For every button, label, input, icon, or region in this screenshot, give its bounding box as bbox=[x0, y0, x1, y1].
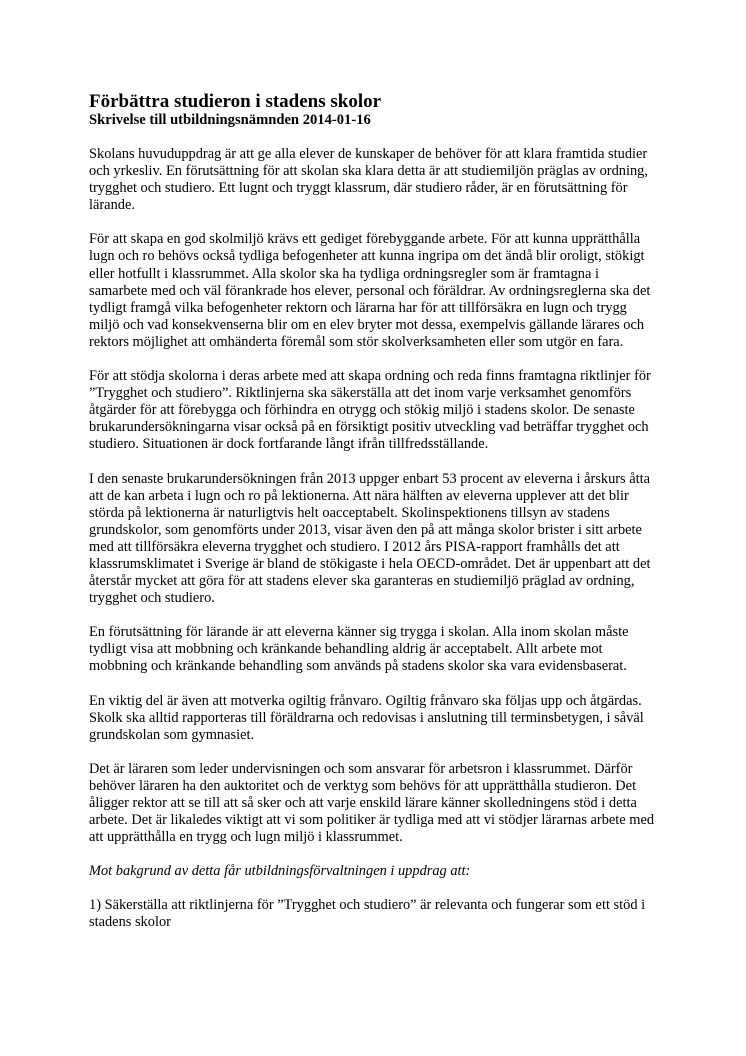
paragraph-3: För att stödja skolorna i deras arbete med att skapa ordning och reda finns framtagna riktlinjer för ”Trygghet och studiero”. Riktlinjerna ska säkerställa att det inom varje verksamhet genomförs åtgärder för att förebygga och förhindra en otrygg och stökig miljö i stadens skolor. De senaste brukarundersökningarna visar också på en försiktigt positiv utveckling vad beträffar trygghet och studiero. Situationen är dock fortfarande långt ifrån tillfredsställande. bbox=[89, 368, 651, 453]
assignment-item-1: 1) Säkerställa att riktlinjerna för ”Trygghet och studiero” är relevanta och fungerar som ett stöd i stadens skolor bbox=[89, 897, 646, 931]
paragraph-1: Skolans huvuduppdrag är att ge alla elever de kunskaper de behöver för att klara framtida studier och yrkesliv. En förutsättning för att skolan ska klara detta är att studiemiljön präglas av ordning, trygghet och studiero. Ett lugnt och tryggt klassrum, där studiero råder, är en förutsättning för lärande. bbox=[89, 146, 648, 214]
paragraph-6: En viktig del är även att motverka ogiltig frånvaro. Ogiltig frånvaro ska följas upp och åtgärdas. Skolk ska alltid rapporteras till föräldrarna och redovisas i anslutning till terminsbetygen, i såväl grundskolan som gymnasiet. bbox=[89, 692, 644, 743]
paragraph-2: För att skapa en god skolmiljö krävs ett gediget förebyggande arbete. För att kunna upprätthålla lugn och ro behövs också tydliga befogenheter att kunna ingripa om det ändå blir oroligt, stökigt eller hotfullt i klassrummet. Alla skolor ska ha tydliga ordningsregler som är framtagna i samarbete med och väl förankrade hos elever, personal och föräldrar. Av ordningsreglerna ska det tydligt framgå vilka befogenheter rektorn och lärarna har för att tillförsäkra en lugn och trygg miljö och vad konsekvenserna blir om en elev bryter mot dessa, exempelvis gällande lärares och rektors möjlighet att omhänderta föremål som stör skolverksamheten eller som utgör en fara. bbox=[89, 231, 651, 350]
paragraph-5: En förutsättning för lärande är att eleverna känner sig trygga i skolan. Alla inom skolan måste tydligt visa att mobbning och kränkande behandling aldrig är acceptabelt. Allt arbete mot mobbning och kränkande behandling som används på stadens skolor ska vara evidensbaserat. bbox=[89, 624, 629, 675]
document-subtitle: Skrivelse till utbildningsnämnden 2014-01-16 bbox=[89, 112, 371, 128]
paragraph-4: I den senaste brukarundersökningen från 2013 uppger enbart 53 procent av eleverna i årskurs åtta att de kan arbeta i lugn och ro på lektionerna. Att nära hälften av eleverna upplever att det blir störda på lektionerna är naturligtvis helt oacceptabelt. Skolinspektionens tillsyn av stadens grundskolor, som genomförts under 2013, visar även den på att många skolor brister i sitt arbete med att tillförsäkra eleverna trygghet och studiero. I 2012 års PISA-rapport framhålls det att klassrumsklimatet i Sverige är bland de stökigaste i hela OECD-området. Det är uppenbart att det återstår mycket att göra för att stadens elever ska garanteras en studiemiljö präglad av ordning, trygghet och studiero. bbox=[89, 470, 651, 607]
assignment-lead-in: Mot bakgrund av detta får utbildningsförvaltningen i uppdrag att: bbox=[89, 863, 471, 880]
document-title: Förbättra studieron i stadens skolor bbox=[89, 91, 382, 112]
document-page bbox=[89, 92, 655, 949]
paragraph-7: Det är läraren som leder undervisningen och som ansvarar för arbetsron i klassrummet. Därför behöver läraren ha den auktoritet och de verktyg som behövs för att upprätthålla studieron. Det åligger rektor att se till att så sker och att varje enskild lärare känner skolledningens stöd i detta arbete. Det är likaledes viktigt att vi som politiker är tydliga med att vi stödjer lärarnas arbete med att upprätthålla en trygg och lugn miljö i klassrummet. bbox=[89, 760, 655, 846]
